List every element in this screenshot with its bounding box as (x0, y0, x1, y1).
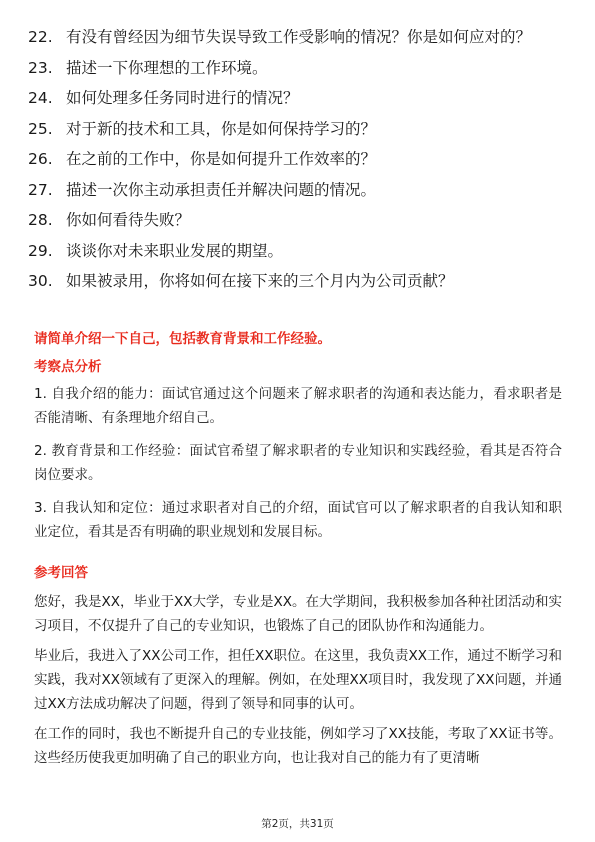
question-number: 24. (28, 89, 53, 107)
question-item (28, 149, 568, 170)
question-text: 描述一次你主动承担责任并解决问题的情况。 (66, 180, 377, 199)
question-item (28, 119, 568, 140)
analysis-point: 3. 自我认知和定位：通过求职者对自己的介绍，面试官可以了解求职者的自我认知和职业定位，看其是否有明确的职业规划和发展目标。 (34, 500, 562, 540)
question-number: 28. (28, 211, 53, 229)
question-number: 30. (28, 272, 53, 290)
analysis-section (34, 382, 562, 544)
answer-paragraph: 毕业后，我进入了XX公司工作，担任XX职位。在这里，我负责XX工作，通过不断学习和实践，我对XX领域有了更深入的理解。例如，在处理XX项目时，我发现了XX问题，并通过XX方法成功解决了问题，得到了领导和同事的认可。 (34, 648, 562, 712)
question-text: 谈谈你对未来职业发展的期望。 (66, 241, 284, 260)
question-number: 25. (28, 119, 53, 138)
analysis-heading: 考察点分析 (34, 359, 102, 375)
question-item (28, 210, 568, 231)
question-text: 如果被录用，你将如何在接下来的三个月内为公司贡献？ (66, 272, 454, 290)
question-number: 26. (28, 150, 53, 168)
question-item (28, 180, 568, 201)
question-number: 23. (28, 58, 53, 77)
question-text: 对于新的技术和工具，你是如何保持学习的？ (66, 119, 377, 138)
question-item (28, 58, 568, 79)
question-item (28, 88, 568, 109)
answer-paragraph: 在工作的同时，我也不断提升自己的专业技能，例如学习了XX技能，考取了XX证书等。这些经历使我更加明确了自己的职业方向，也让我对自己的能力有了更清晰 (34, 726, 562, 766)
interview-prompt: 请简单介绍一下自己，包括教育背景和工作经验。 (34, 331, 331, 347)
question-item (28, 241, 568, 262)
question-text: 有没有曾经因为细节失误导致工作受影响的情况？你是如何应对的？ (66, 28, 532, 46)
page-footer: 第2页，共31页 (261, 818, 334, 830)
question-number: 29. (28, 241, 53, 260)
analysis-point: 1. 自我介绍的能力：面试官通过这个问题来了解求职者的沟通和表达能力，看求职者是否能清晰、有条理地介绍自己。 (34, 386, 562, 426)
answer-heading: 参考回答 (34, 565, 88, 581)
question-text: 你如何看待失败？ (66, 211, 191, 229)
question-text: 如何处理多任务同时进行的情况？ (66, 89, 299, 107)
question-number: 22. (28, 28, 53, 46)
question-list (28, 27, 568, 292)
answer-paragraph: 您好，我是XX，毕业于XX大学，专业是XX。在大学期间，我积极参加各种社团活动和实习项目，不仅提升了自己的专业知识，也锻炼了自己的团队协作和沟通能力。 (34, 594, 562, 634)
question-number: 27. (28, 180, 53, 199)
answer-section (34, 590, 562, 770)
question-item (28, 27, 568, 48)
analysis-point: 2. 教育背景和工作经验：面试官希望了解求职者的专业知识和实践经验，看其是否符合岗位要求。 (34, 443, 562, 483)
question-item (28, 271, 568, 292)
question-text: 描述一下你理想的工作环境。 (66, 58, 268, 77)
question-text: 在之前的工作中，你是如何提升工作效率的？ (66, 150, 377, 168)
